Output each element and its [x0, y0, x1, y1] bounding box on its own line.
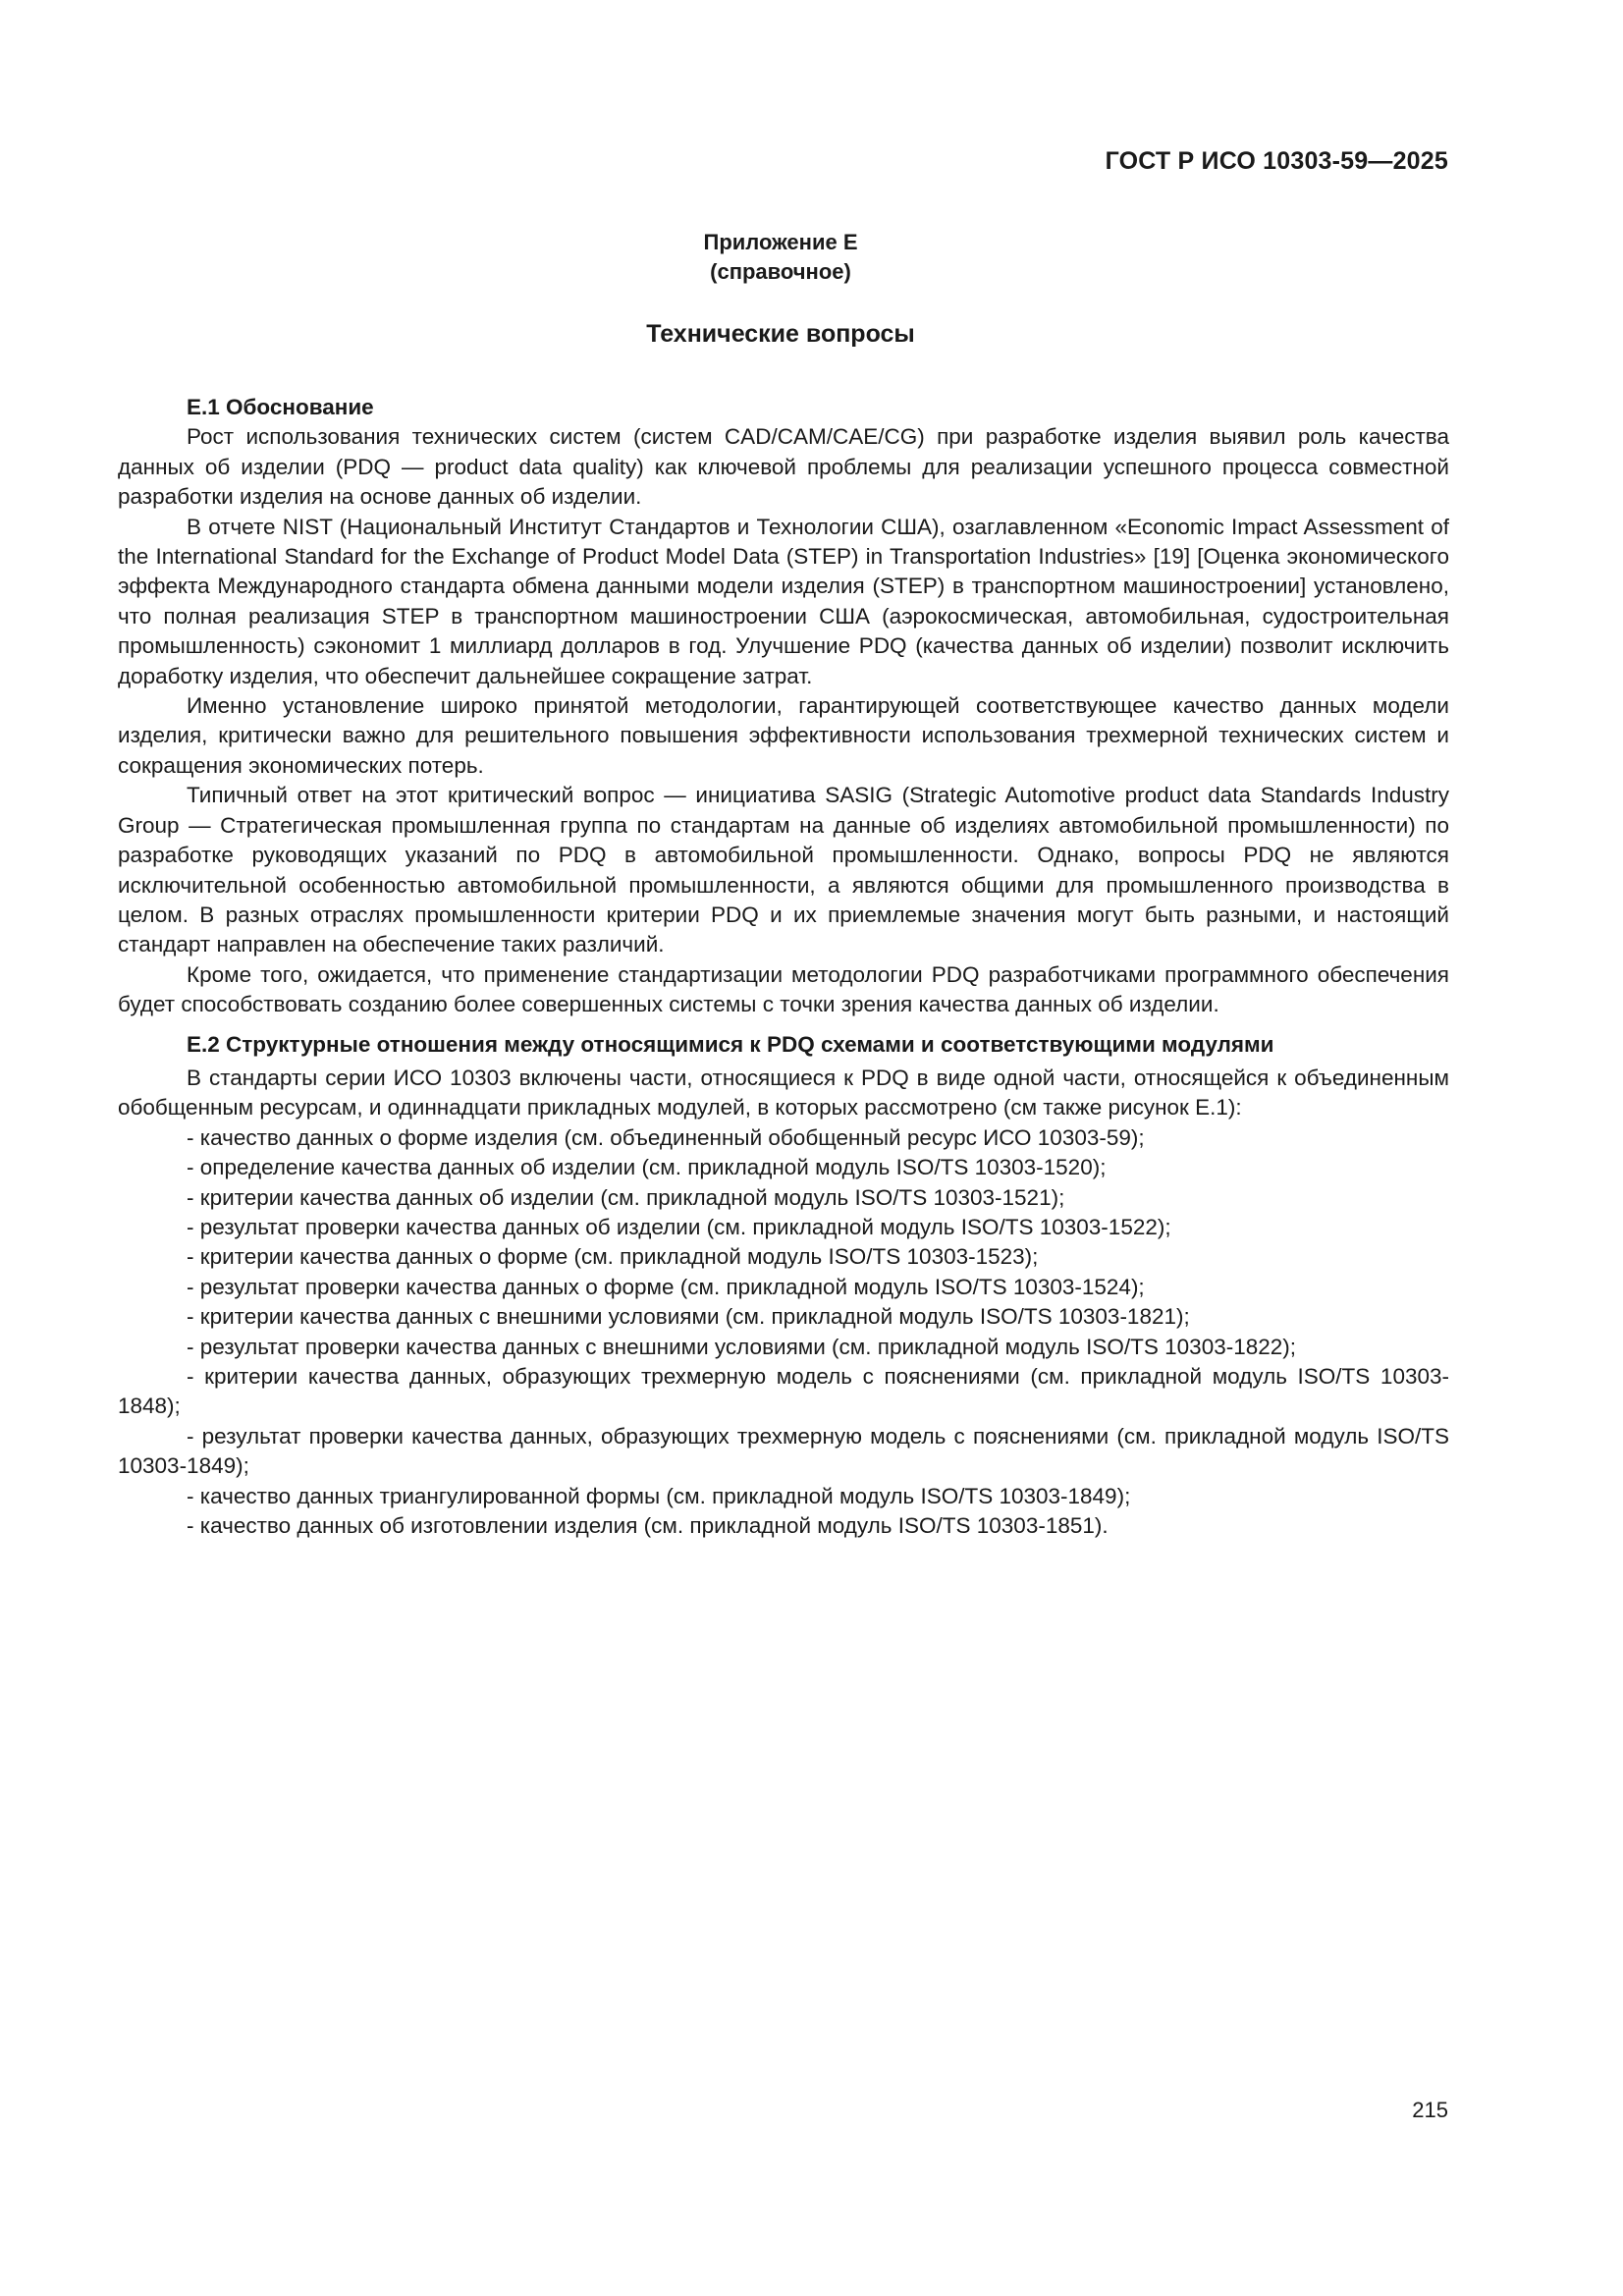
list-item: - критерии качества данных с внешними условиями (см. прикладной модуль ISO/TS 10303-1821);: [187, 1304, 1190, 1330]
paragraph: В стандарты серии ИСО 10303 включены части, относящиеся к PDQ в виде одной части, относящейся к объединенным обобщенным ресурсам, и одиннадцати прикладных модулей, в которых рассмотрено (см также рисунок Е.1):: [118, 1065, 1449, 1121]
document-body: [118, 393, 1449, 1541]
list-item: - качество данных триангулированной формы (см. прикладной модуль ISO/TS 10303-1849);: [187, 1483, 1131, 1508]
annex-label-block: [0, 228, 1561, 287]
list-item: - качество данных о форме изделия (см. объединенный обобщенный ресурс ИСО 10303-59);: [187, 1124, 1145, 1150]
page-number: 215: [1412, 2098, 1448, 2122]
section-heading-e1: Е.1 Обоснование: [187, 395, 374, 419]
paragraph: Кроме того, ожидается, что применение стандартизации методологии PDQ разработчиками программного обеспечения будет способствовать созданию более совершенных системы с точки зрения качества данных об изделии.: [118, 961, 1449, 1017]
document-code: ГОСТ Р ИСО 10303-59—2025: [1105, 147, 1448, 175]
paragraph: Рост использования технических систем (систем CAD/CAM/CAE/CG) при разработке изделия выявил роль качества данных об изделии (PDQ — product data quality) как ключевой проблемы для реализации успешного процесса совместной разработки изделия на основе данных об изделии.: [118, 424, 1449, 510]
list-item: - результат проверки качества данных с внешними условиями (см. прикладной модуль ISO/TS 10303-1822);: [187, 1334, 1297, 1359]
list-item: - критерии качества данных о форме (см. прикладной модуль ISO/TS 10303-1523);: [187, 1244, 1039, 1270]
list-item: - результат проверки качества данных, образующих трехмерную модель с пояснениями (см. прикладной модуль ISO/TS 10303-1849);: [118, 1423, 1449, 1479]
list-item: - критерии качества данных об изделии (см. прикладной модуль ISO/TS 10303-1521);: [187, 1184, 1065, 1210]
annex-label: Приложение Е: [703, 230, 858, 254]
list-item: - качество данных об изготовлении изделия (см. прикладной модуль ISO/TS 10303-1851).: [187, 1513, 1109, 1539]
paragraph: Типичный ответ на этот критический вопрос — инициатива SASIG (Strategic Automotive product data Standards Industry Group — Стратегическая промышленная группа по стандартам на данные об изделиях автомобильной промышленности) по разработке руководящих указаний по PDQ в автомобильной промышленности. Однако, вопросы PDQ не являются исключительной особенностью автомобильной промышленности, а являются общими для промышленного производства в целом. В разных отраслях промышленности критерии PDQ и их приемлемые значения могут быть разными, и настоящий стандарт направлен на обеспечение таких различий.: [118, 783, 1449, 957]
paragraph: В отчете NIST (Национальный Институт Стандартов и Технологии США), озаглавленном «Economic Impact Assessment of the International Standard for the Exchange of Product Model Data (STEP) in Transportation Industries» [19] [Оценка экономического эффекта Международного стандарта обмена данными модели изделия (STEP) в транспортном машиностроении] установлено, что полная реализация STEP в транспортном машиностроении США (аэрокосмическая, автомобильная, судостроительная промышленность) сэкономит 1 миллиард долларов в год. Улучшение PDQ (качества данных об изделии) позволит исключить доработку изделия, что обеспечит дальнейшее сокращение затрат.: [118, 514, 1449, 688]
paragraph: Именно установление широко принятой методологии, гарантирующей соответствующее качество данных модели изделия, критически важно для решительного повышения эффективности использования трехмерной технических систем и сокращения экономических потерь.: [118, 693, 1449, 778]
list-item: - критерии качества данных, образующих трехмерную модель с пояснениями (см. прикладной модуль ISO/TS 10303-1848);: [118, 1364, 1449, 1419]
list-item: - результат проверки качества данных о форме (см. прикладной модуль ISO/TS 10303-1524);: [187, 1274, 1145, 1299]
module-list: [118, 1123, 1449, 1542]
list-item: - определение качества данных об изделии (см. прикладной модуль ISO/TS 10303-1520);: [187, 1155, 1107, 1180]
section-heading-e2: Е.2 Структурные отношения между относящимися к PDQ схемами и соответствующими модулями: [187, 1031, 1274, 1057]
annex-title: Технические вопросы: [646, 320, 915, 348]
list-item: - результат проверки качества данных об изделии (см. прикладной модуль ISO/TS 10303-1522);: [187, 1214, 1171, 1239]
annex-status: (справочное): [710, 259, 851, 284]
